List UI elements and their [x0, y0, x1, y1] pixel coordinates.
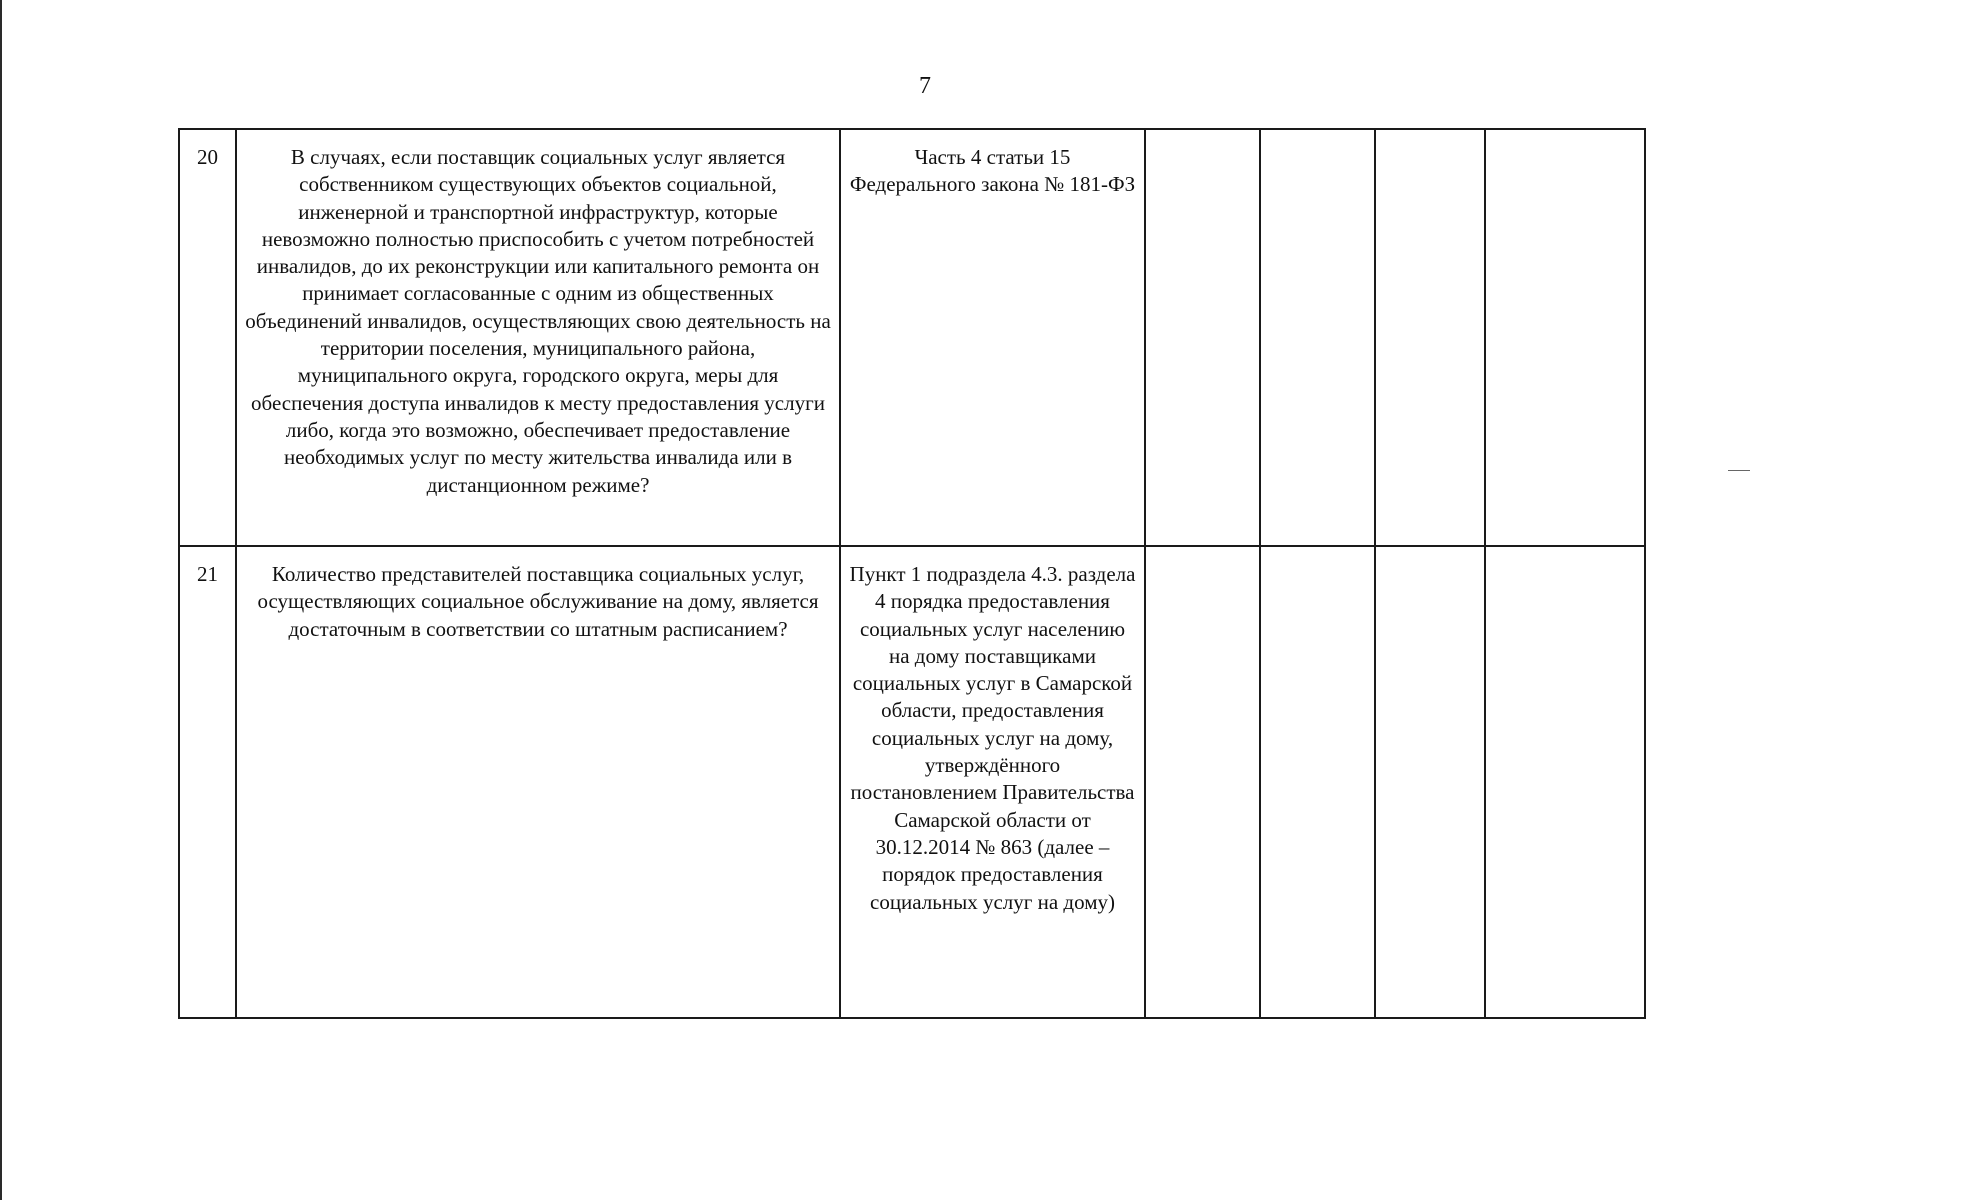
page-number: 7	[919, 73, 931, 99]
table-row	[179, 546, 1645, 1018]
row-number: 21	[179, 546, 236, 1018]
checklist-table	[178, 128, 1646, 1019]
answer-cell-c	[1375, 546, 1485, 1018]
table-row	[179, 129, 1645, 546]
notes-cell	[1485, 129, 1645, 546]
requirement-question: В случаях, если поставщик социальных услуг является собственником существующих объектов социальной, инженерной и транспортной инфраструктур, которые невозможно полностью приспособить с учетом потребностей инвалидов, до их реконструкции или капитального ремонта он принимает согласованные с одним из общественных объединений инвалидов, осуществляющих свою деятельность на территории поселения, муниципального района, муниципального округа, городского округа, меры для обеспечения доступа инвалидов к месту предоставления услуги либо, когда это возможно, обеспечивает предоставление необходимых услуг по месту жительства инвалида или в дистанционном режиме?	[236, 129, 840, 546]
margin-mark	[1728, 470, 1750, 471]
row-number: 20	[179, 129, 236, 546]
answer-cell-b	[1260, 129, 1375, 546]
page-left-edge	[0, 0, 2, 1200]
answer-cell-a	[1145, 129, 1260, 546]
answer-cell-b	[1260, 546, 1375, 1018]
legal-reference: Пункт 1 подраздела 4.3. раздела 4 порядка предоставления социальных услуг населению на дому поставщиками социальных услуг в Самарской области, предоставления социальных услуг на дому, утверждённого постановлением Правительства Самарской области от 30.12.2014 № 863 (далее – порядок предоставления социальных услуг на дому)	[840, 546, 1145, 1018]
answer-cell-c	[1375, 129, 1485, 546]
legal-reference: Часть 4 статьи 15 Федерального закона № 181-ФЗ	[840, 129, 1145, 546]
answer-cell-a	[1145, 546, 1260, 1018]
requirement-question: Количество представителей поставщика социальных услуг, осуществляющих социальное обслуживание на дому, является достаточным в соответствии со штатным расписанием?	[236, 546, 840, 1018]
notes-cell	[1485, 546, 1645, 1018]
